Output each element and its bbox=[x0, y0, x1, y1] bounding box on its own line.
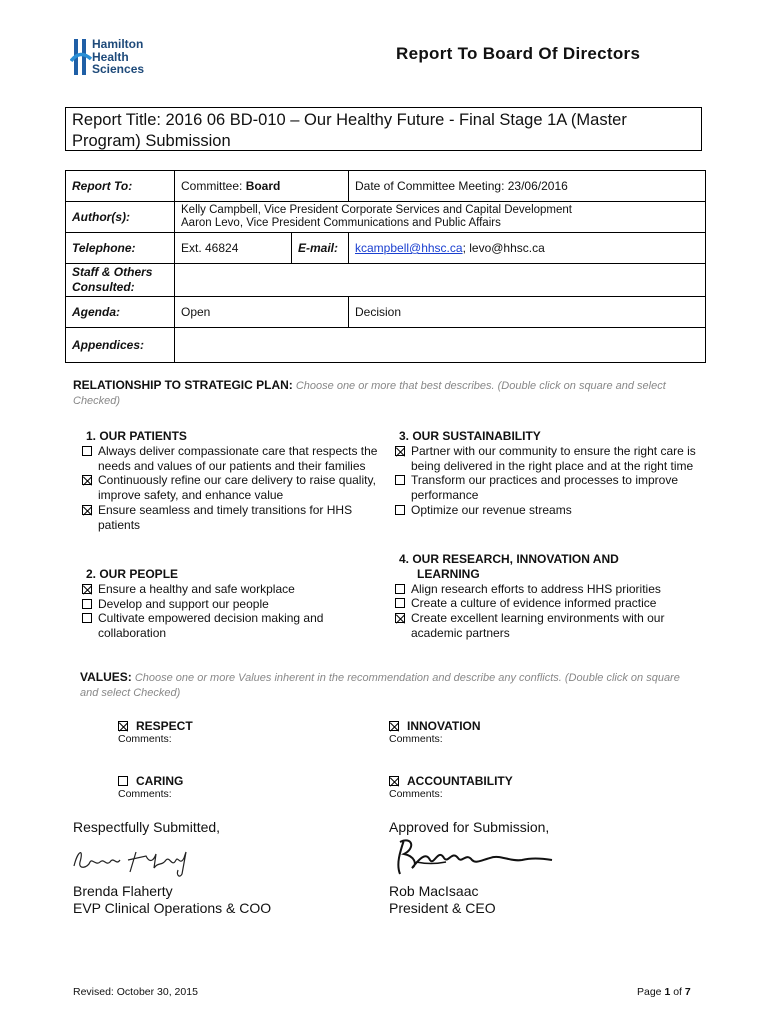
group-title: 1. OUR PATIENTS bbox=[86, 429, 187, 443]
page-mid: of bbox=[670, 986, 685, 998]
checkbox-label: Ensure seamless and timely transitions for HHS patients bbox=[98, 502, 353, 532]
checkbox-item[interactable] bbox=[80, 503, 380, 533]
committee-value: Board bbox=[245, 179, 281, 193]
page-indicator bbox=[637, 986, 691, 998]
logo-wordmark bbox=[92, 38, 144, 76]
checkbox-label: Cultivate empowered decision making and collaboration bbox=[98, 611, 324, 641]
value-accountability bbox=[387, 774, 513, 800]
checkbox[interactable] bbox=[82, 505, 92, 515]
checkbox-label: Always deliver compassionate care that respects the needs and values of our patients and their families bbox=[98, 443, 378, 473]
page-current: 1 bbox=[664, 986, 671, 998]
checkbox-label: Continuously refine our care delivery to raise quality, improve safety, and enhance value bbox=[98, 473, 376, 503]
checkbox[interactable] bbox=[118, 776, 128, 786]
checkbox[interactable] bbox=[82, 446, 92, 456]
checkbox[interactable] bbox=[82, 584, 92, 594]
checkbox-label: Develop and support our people bbox=[98, 596, 269, 611]
checkbox-label: Align research efforts to address HHS priorities bbox=[411, 581, 661, 596]
logo-line-1: Hamilton bbox=[92, 37, 144, 51]
appendices-row bbox=[66, 328, 706, 363]
checkbox[interactable] bbox=[82, 475, 92, 485]
values-heading bbox=[80, 670, 680, 700]
checkbox-item[interactable] bbox=[80, 597, 380, 612]
document-heading: Report To Board Of Directors bbox=[396, 44, 641, 63]
checkbox-label: Partner with our community to ensure the right care is being delivered in the right place and at the right time bbox=[411, 443, 696, 473]
logo-line-3: Sciences bbox=[92, 62, 145, 76]
signature-brenda-flaherty bbox=[70, 840, 220, 880]
checkbox[interactable] bbox=[395, 446, 405, 456]
email-value bbox=[349, 233, 706, 264]
right-signatory-name: Rob MacIsaac bbox=[389, 883, 479, 899]
left-signatory bbox=[73, 883, 271, 917]
telephone-label: Telephone: bbox=[66, 233, 175, 264]
left-signatory-title: EVP Clinical Operations & COO bbox=[73, 900, 272, 916]
checkbox-label: Create excellent learning environments with our academic partners bbox=[411, 611, 665, 640]
telephone-value: Ext. 46824 bbox=[175, 233, 292, 264]
checkbox[interactable] bbox=[395, 584, 405, 594]
comments-label: Comments: bbox=[389, 733, 443, 745]
authors-label: Author(s): bbox=[66, 202, 175, 233]
author-2: Aaron Levo, Vice President Communications and Public Affairs bbox=[181, 217, 501, 229]
checkbox-label: Create a culture of evidence informed practice bbox=[411, 596, 657, 611]
staff-label-line-2: Consulted: bbox=[72, 280, 135, 294]
strategic-plan-heading bbox=[73, 378, 703, 408]
checkbox-item[interactable] bbox=[80, 473, 380, 503]
checkbox-label: Optimize our revenue streams bbox=[411, 502, 572, 517]
right-signatory-title: President & CEO bbox=[389, 900, 496, 916]
committee-prefix: Committee: bbox=[181, 179, 246, 193]
value-checkbox-item[interactable] bbox=[116, 774, 183, 788]
email-rest: ; levo@hhsc.ca bbox=[462, 241, 545, 255]
checkbox[interactable] bbox=[82, 613, 92, 623]
revised-date: Revised: October 30, 2015 bbox=[73, 986, 198, 998]
value-checkbox-item[interactable] bbox=[387, 774, 513, 788]
comments-label: Comments: bbox=[118, 788, 172, 800]
checkbox[interactable] bbox=[118, 721, 128, 731]
group-title-line-2: LEARNING bbox=[417, 566, 480, 581]
staff-value bbox=[175, 264, 706, 297]
checkbox[interactable] bbox=[389, 776, 399, 786]
strategic-plan-title: RELATIONSHIP TO STRATEGIC PLAN: bbox=[73, 378, 293, 392]
checkbox-item[interactable] bbox=[393, 503, 703, 518]
page-total: 7 bbox=[684, 986, 691, 998]
page-prefix: Page bbox=[637, 986, 665, 998]
agenda-decision: Decision bbox=[349, 297, 706, 328]
staff-row bbox=[66, 264, 706, 297]
checkbox-item[interactable] bbox=[393, 582, 703, 597]
comments-label: Comments: bbox=[118, 733, 172, 745]
checkbox[interactable] bbox=[395, 505, 405, 515]
author-1: Kelly Campbell, Vice President Corporate Services and Capital Development bbox=[181, 204, 572, 216]
hhs-logo bbox=[70, 35, 190, 80]
group-our-patients bbox=[80, 429, 380, 533]
group-title: 2. OUR PEOPLE bbox=[86, 567, 179, 581]
values-hint: Choose one or more Values inherent in the recommendation and describe any conflicts. (Double click on square and select Checked) bbox=[80, 672, 680, 699]
logo-line-2: Health bbox=[92, 49, 129, 64]
staff-label bbox=[66, 264, 175, 297]
value-checkbox-item[interactable] bbox=[387, 719, 481, 733]
checkbox-item[interactable] bbox=[80, 611, 380, 641]
value-label: CARING bbox=[136, 774, 184, 788]
value-respect bbox=[116, 719, 193, 745]
authors-row bbox=[66, 202, 706, 233]
checkbox[interactable] bbox=[389, 721, 399, 731]
right-signatory bbox=[389, 883, 496, 917]
telephone-row bbox=[66, 233, 706, 264]
group-title: 4. OUR RESEARCH, INNOVATION AND bbox=[399, 552, 619, 566]
value-innovation bbox=[387, 719, 481, 745]
values-title: VALUES: bbox=[80, 670, 132, 684]
email-label: E-mail: bbox=[292, 233, 349, 264]
checkbox[interactable] bbox=[395, 613, 405, 623]
left-signature-intro: Respectfully Submitted, bbox=[73, 819, 221, 835]
appendices-value bbox=[175, 328, 706, 363]
checkbox[interactable] bbox=[395, 598, 405, 608]
staff-label-line-1: Staff & Others bbox=[72, 265, 153, 279]
value-label: RESPECT bbox=[136, 719, 193, 733]
checkbox-item[interactable] bbox=[393, 473, 703, 503]
authors-value bbox=[175, 202, 706, 233]
checkbox[interactable] bbox=[395, 475, 405, 485]
checkbox-label: Transform our practices and processes to improve performance bbox=[411, 473, 678, 503]
group-our-people bbox=[80, 567, 380, 641]
meeting-date: Date of Committee Meeting: 23/06/2016 bbox=[349, 171, 706, 202]
agenda-label: Agenda: bbox=[66, 297, 175, 328]
committee-cell bbox=[175, 171, 349, 202]
group-our-research bbox=[393, 552, 703, 641]
agenda-value: Open bbox=[175, 297, 349, 328]
value-checkbox-item[interactable] bbox=[116, 719, 193, 733]
checkbox-item[interactable] bbox=[393, 444, 703, 474]
value-caring bbox=[116, 774, 183, 800]
hhs-logo-icon bbox=[70, 35, 92, 77]
signature-rob-macisaac bbox=[390, 834, 570, 880]
report-info-table bbox=[65, 170, 706, 363]
comments-label: Comments: bbox=[389, 788, 443, 800]
value-label: ACCOUNTABILITY bbox=[407, 774, 513, 788]
right-signature-intro: Approved for Submission, bbox=[389, 819, 550, 835]
value-label: INNOVATION bbox=[407, 719, 481, 733]
report-to-row bbox=[66, 171, 706, 202]
checkbox-item[interactable] bbox=[393, 611, 703, 641]
email-link[interactable]: kcampbell@hhsc.ca bbox=[355, 241, 463, 255]
checkbox-item[interactable] bbox=[80, 582, 380, 597]
strategic-plan-hint: Choose one or more that best describes. (Double click on square and select Checked) bbox=[73, 380, 666, 407]
report-title-box: Report Title: 2016 06 BD-010 – Our Healthy Future - Final Stage 1A (Master Program) Submission bbox=[65, 107, 702, 151]
checkbox[interactable] bbox=[82, 599, 92, 609]
left-signatory-name: Brenda Flaherty bbox=[73, 883, 173, 899]
checkbox-item[interactable] bbox=[80, 444, 380, 474]
group-our-sustainability bbox=[393, 429, 703, 518]
agenda-row bbox=[66, 297, 706, 328]
checkbox-label: Ensure a healthy and safe workplace bbox=[98, 581, 295, 596]
appendices-label: Appendices: bbox=[66, 328, 175, 363]
group-title: 3. OUR SUSTAINABILITY bbox=[399, 429, 541, 443]
report-to-label: Report To: bbox=[66, 171, 175, 202]
checkbox-item[interactable] bbox=[393, 596, 703, 611]
